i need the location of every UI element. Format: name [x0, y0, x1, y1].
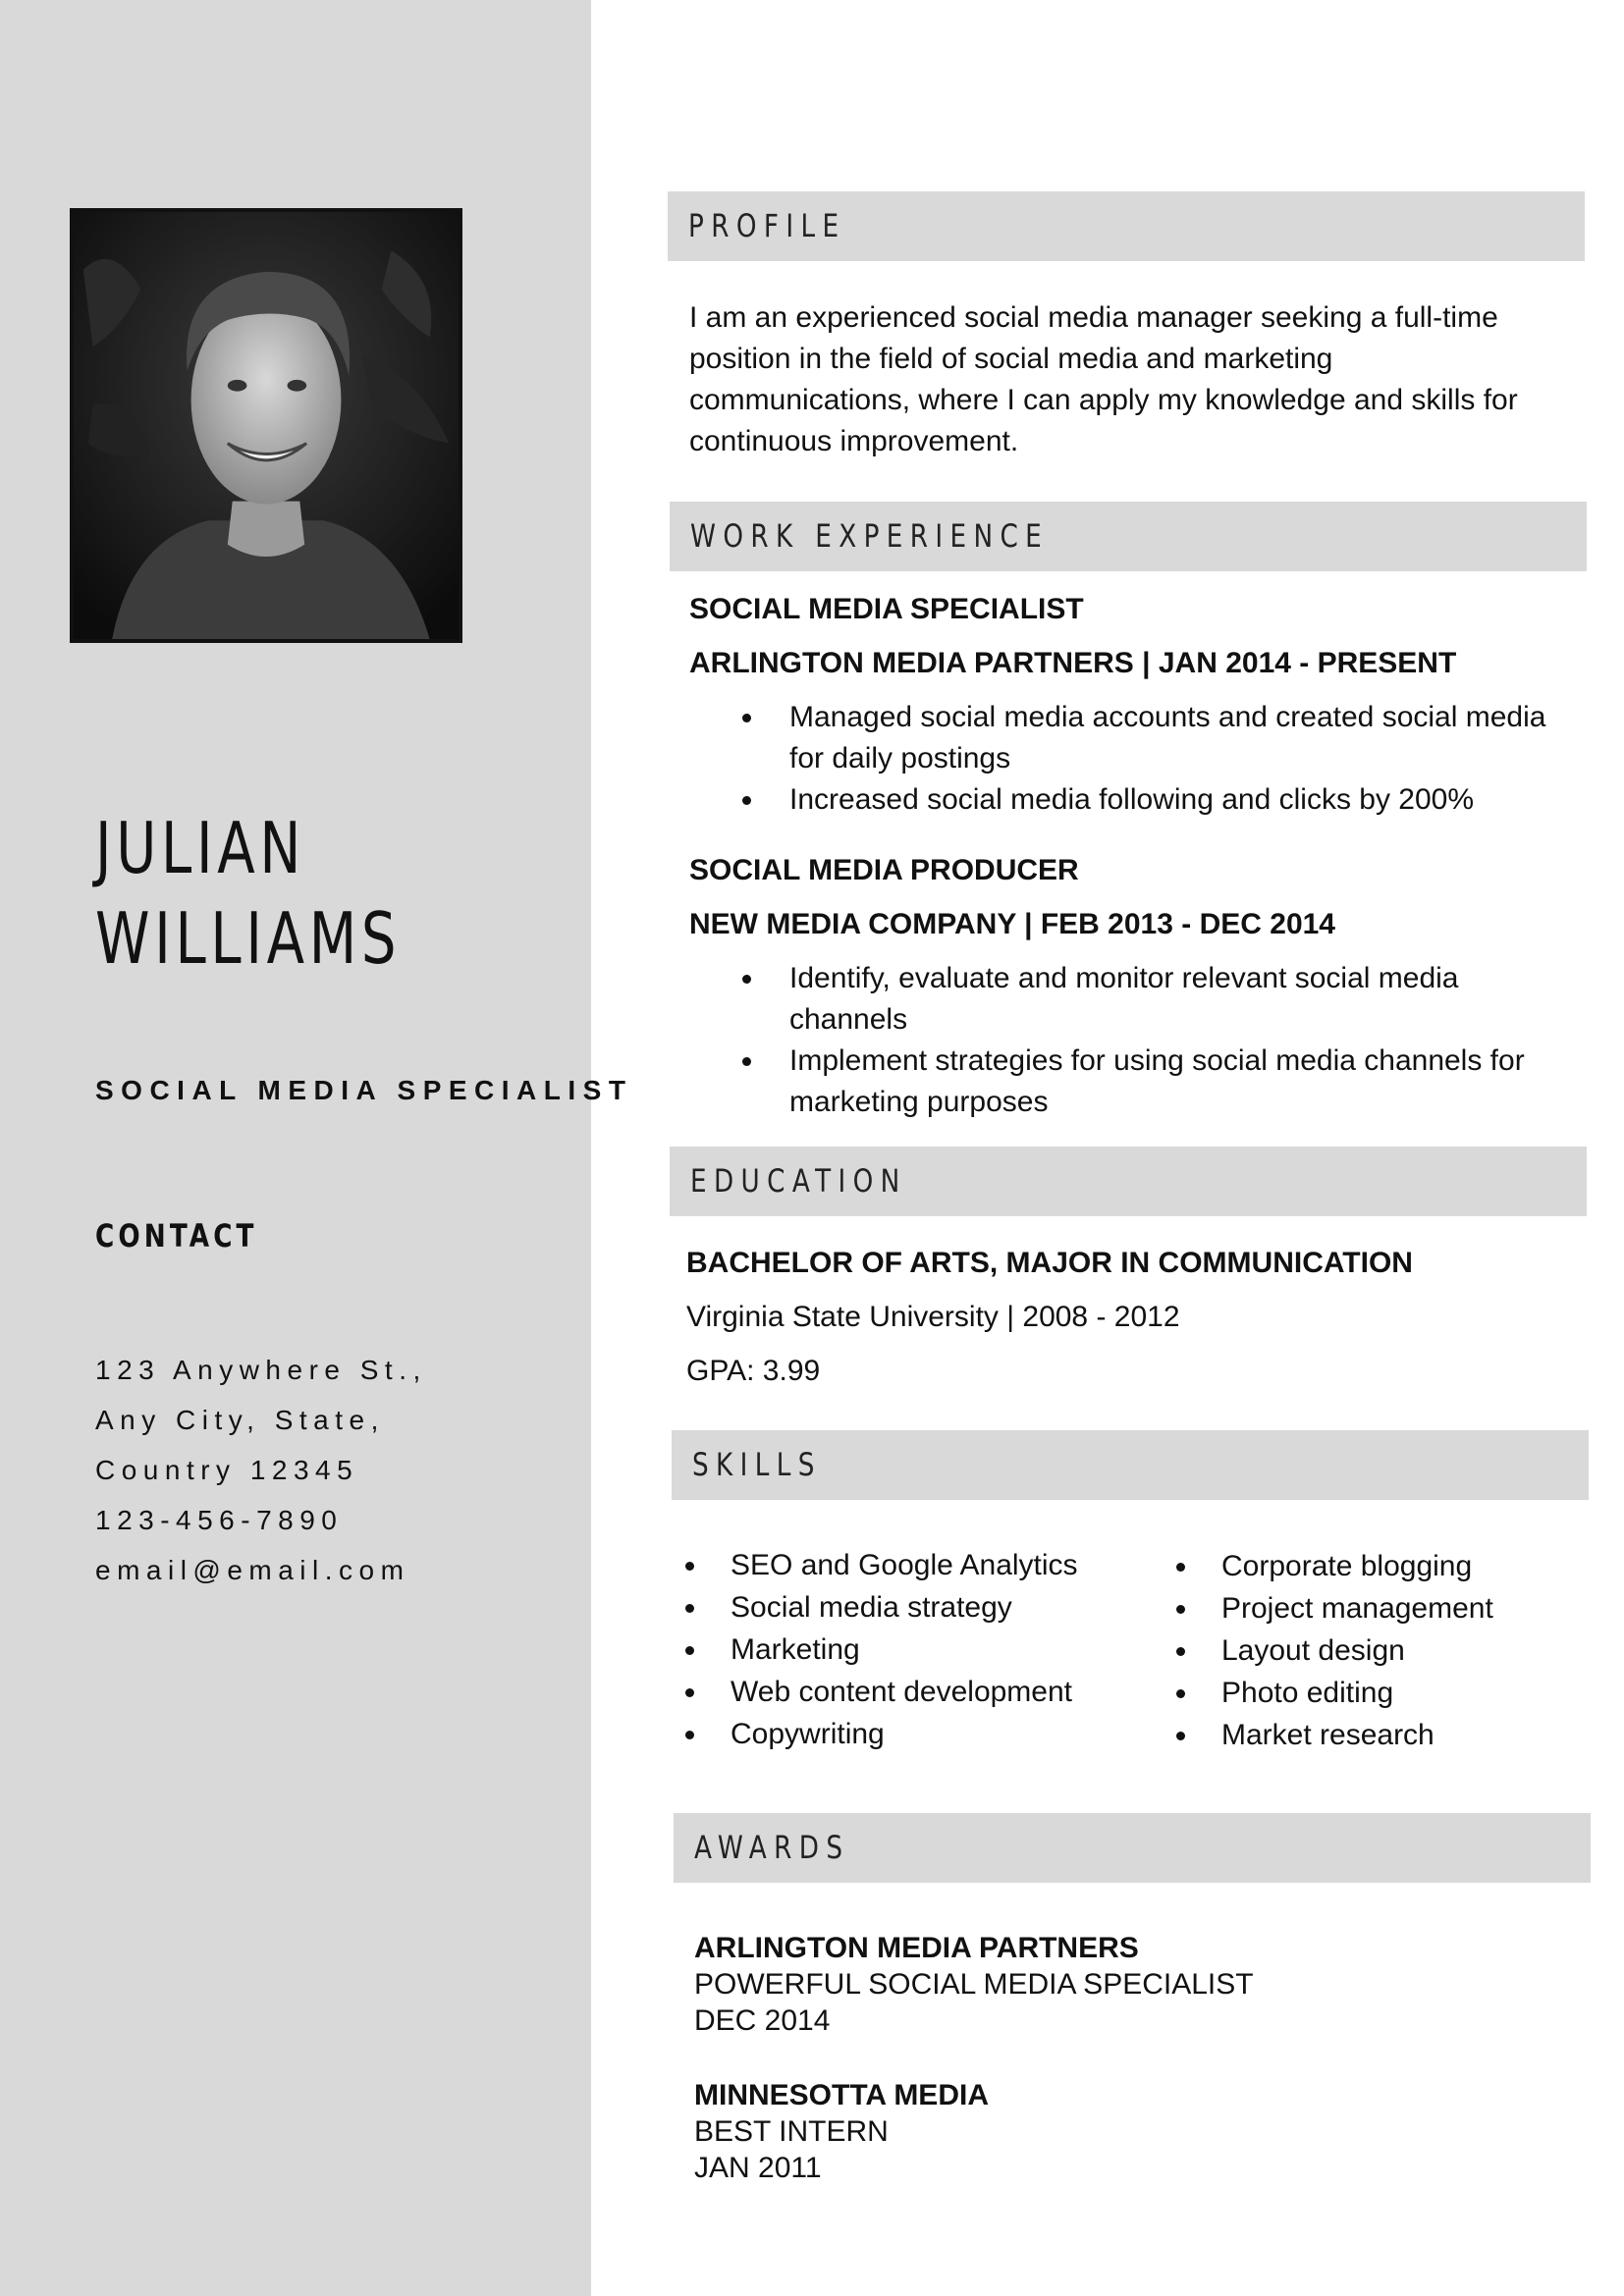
awards-heading: AWARDS [694, 1829, 850, 1866]
skills-column-2 [1170, 1545, 1493, 1756]
list-item: Social media strategy [679, 1586, 1078, 1629]
work-heading: WORK EXPERIENCE [690, 517, 1050, 555]
degree: BACHELOR OF ARTS, MAJOR IN COMMUNICATION [686, 1247, 1413, 1279]
job-title: SOCIAL MEDIA PRODUCER [689, 854, 1079, 886]
work-section-bar [670, 502, 1587, 571]
education-section-bar [670, 1147, 1587, 1216]
list-item: Increased social media following and clicks by 200% [736, 779, 1581, 821]
award-item [694, 2077, 989, 2186]
profile-line: continuous improvement. [689, 425, 1019, 457]
education-heading: EDUCATION [690, 1162, 907, 1200]
school: Virginia State University | 2008 - 2012 [686, 1301, 1180, 1333]
award-org: ARLINGTON MEDIA PARTNERS [694, 1932, 1139, 1964]
gpa: GPA: 3.99 [686, 1355, 821, 1387]
award-title: BEST INTERN [694, 2115, 889, 2148]
profile-text [689, 297, 1563, 462]
job-title: SOCIAL MEDIA SPECIALIST [689, 593, 1084, 625]
award-date: JAN 2011 [694, 2152, 822, 2184]
list-item: Corporate blogging [1170, 1545, 1493, 1587]
award-org: MINNESOTTA MEDIA [694, 2079, 989, 2111]
job-company: ARLINGTON MEDIA PARTNERS | JAN 2014 - PRESENT [689, 647, 1457, 679]
award-date: DEC 2014 [694, 2004, 831, 2037]
list-item: SEO and Google Analytics [679, 1544, 1078, 1586]
profile-line: position in the field of social media and marketing [689, 343, 1333, 375]
list-item: Marketing [679, 1629, 1078, 1671]
list-item: Implement strategies for using social media channels for marketing purposes [736, 1041, 1581, 1123]
full-name [95, 803, 462, 984]
contact-list [95, 1345, 427, 1595]
profile-photo [70, 208, 462, 643]
job-company: NEW MEDIA COMPANY | FEB 2013 - DEC 2014 [689, 908, 1335, 940]
contact-address-2: Any City, State, [95, 1405, 385, 1435]
award-item [694, 1930, 1254, 2039]
list-item: Web content development [679, 1671, 1078, 1713]
award-title: POWERFUL SOCIAL MEDIA SPECIALIST [694, 1968, 1254, 2001]
name-first: JULIAN [95, 807, 306, 889]
portrait-photo-icon [74, 212, 459, 639]
sidebar [0, 0, 633, 2296]
contact-email: email@email.com [95, 1555, 410, 1585]
name-last: WILLIAMS [95, 897, 402, 980]
job-bullets [736, 958, 1581, 1123]
list-item: Market research [1170, 1714, 1493, 1756]
skills-column-1 [679, 1544, 1078, 1755]
contact-phone: 123-456-7890 [95, 1505, 344, 1535]
list-item: Copywriting [679, 1713, 1078, 1755]
contact-heading: CONTACT [95, 1217, 258, 1255]
profile-heading: PROFILE [688, 207, 846, 244]
list-item: Managed social media accounts and created social media for daily postings [736, 697, 1581, 779]
profile-line: communications, where I can apply my knowledge and skills for [689, 384, 1518, 416]
skills-heading: SKILLS [692, 1446, 822, 1483]
contact-address-1: 123 Anywhere St., [95, 1355, 427, 1385]
list-item: Photo editing [1170, 1672, 1493, 1714]
profile-line: I am an experienced social media manager seeking a full-time [689, 301, 1498, 334]
job-bullets [736, 697, 1581, 821]
job-role: SOCIAL MEDIA SPECIALIST [95, 1075, 633, 1105]
list-item: Identify, evaluate and monitor relevant social media channels [736, 958, 1581, 1041]
contact-address-3: Country 12345 [95, 1455, 359, 1485]
profile-section-bar [668, 191, 1585, 261]
list-item: Layout design [1170, 1629, 1493, 1672]
awards-section-bar [674, 1813, 1591, 1883]
list-item: Project management [1170, 1587, 1493, 1629]
skills-section-bar [672, 1430, 1589, 1500]
